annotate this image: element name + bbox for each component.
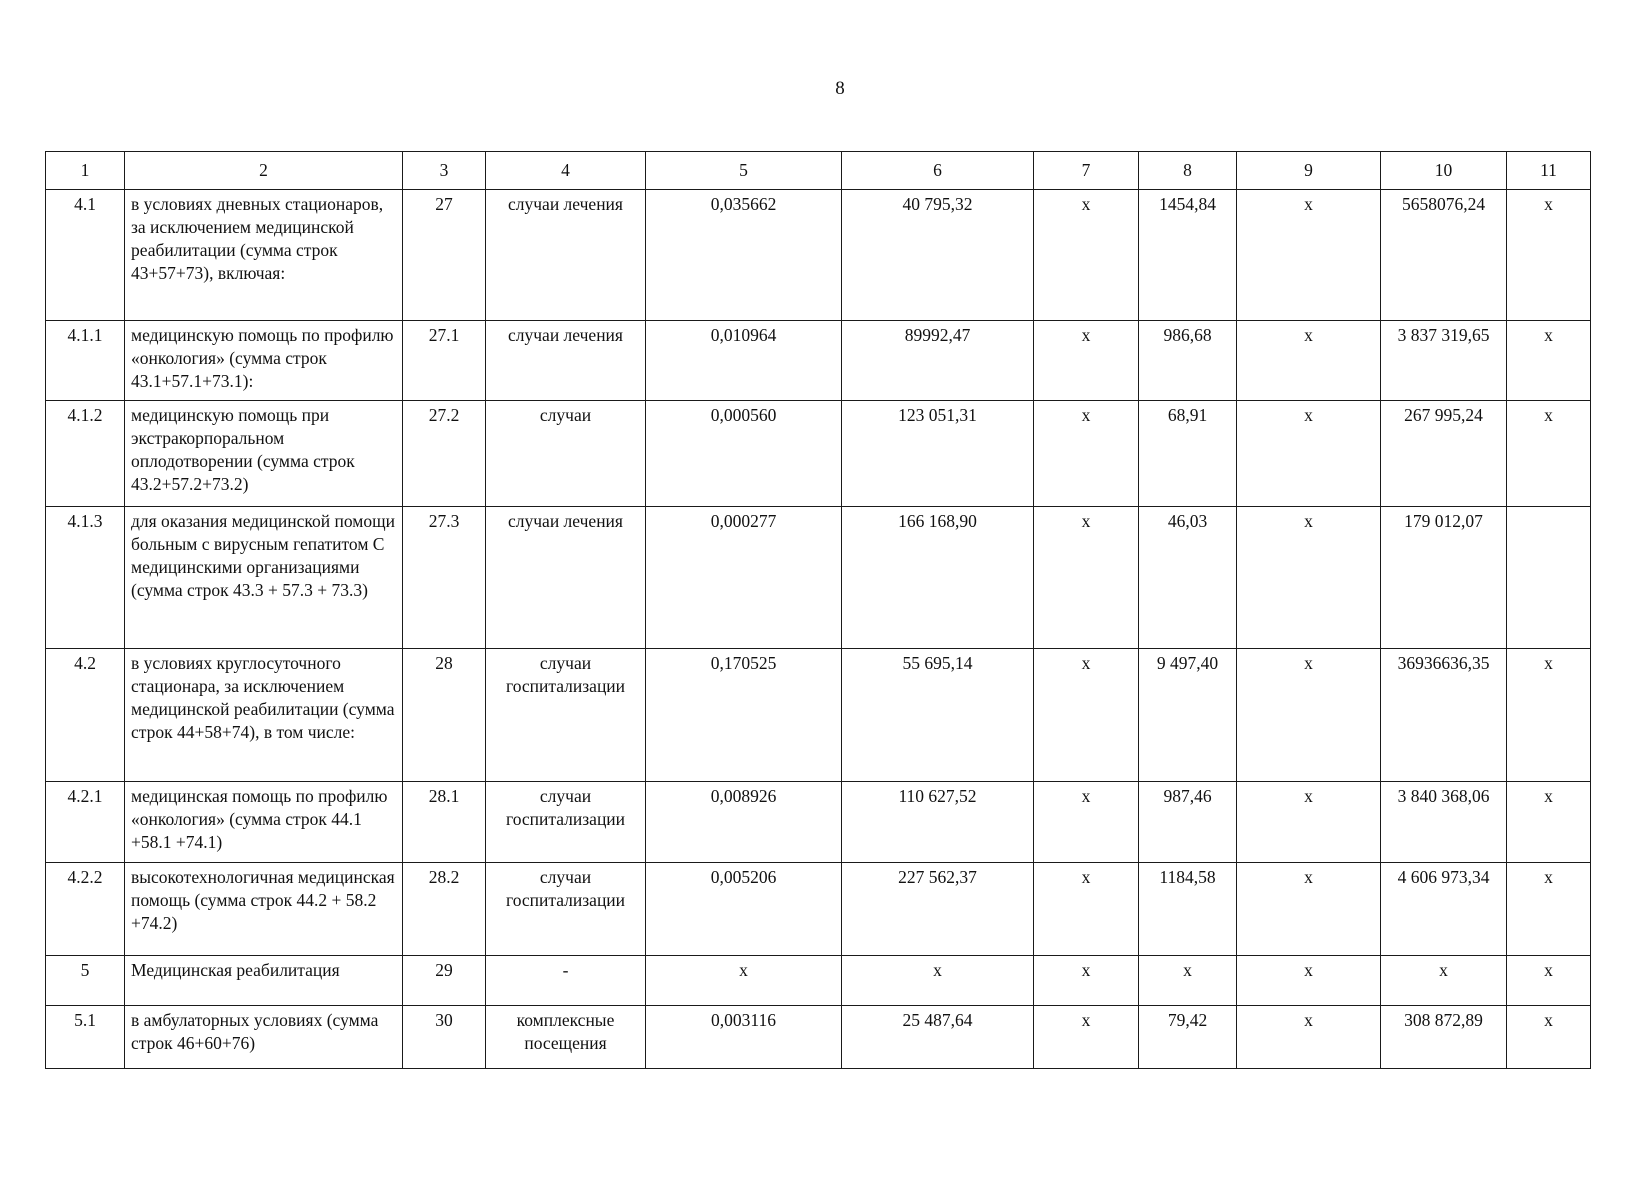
value-cell: 9 497,40 xyxy=(1139,649,1237,782)
row-number: 5.1 xyxy=(46,1006,125,1069)
table-row xyxy=(46,782,1591,863)
value-cell: х xyxy=(1237,507,1381,649)
value-cell: х xyxy=(1237,1006,1381,1069)
table-row xyxy=(46,321,1591,401)
row-code: 28.2 xyxy=(403,863,486,956)
value-cell: х xyxy=(1034,401,1139,507)
value-cell: 267 995,24 xyxy=(1381,401,1507,507)
data-table xyxy=(45,151,1591,1069)
row-description: Медицинская реабилитация xyxy=(125,956,403,1006)
column-header: 1 xyxy=(46,152,125,190)
value-cell: 110 627,52 xyxy=(842,782,1034,863)
value-cell: 986,68 xyxy=(1139,321,1237,401)
row-description: в условиях круглосуточного стационара, за исключением медицинской реабилитации (сумма строк 44+58+74), в том числе: xyxy=(125,649,403,782)
value-cell: 0,000277 xyxy=(646,507,842,649)
value-cell: 3 840 368,06 xyxy=(1381,782,1507,863)
row-number: 4.1.2 xyxy=(46,401,125,507)
value-cell: 227 562,37 xyxy=(842,863,1034,956)
unit-cell: случаи лечения xyxy=(486,321,646,401)
value-cell: 0,010964 xyxy=(646,321,842,401)
row-description: в амбулаторных условиях (сумма строк 46+60+76) xyxy=(125,1006,403,1069)
table-row xyxy=(46,190,1591,321)
value-cell: х xyxy=(1034,956,1139,1006)
value-cell: х xyxy=(1507,782,1591,863)
table-row xyxy=(46,1006,1591,1069)
value-cell: х xyxy=(1507,190,1591,321)
value-cell: х xyxy=(1237,401,1381,507)
value-cell: 1184,58 xyxy=(1139,863,1237,956)
row-description: в условиях дневных стационаров, за исключением медицинской реабилитации (сумма строк 43+57+73), включая: xyxy=(125,190,403,321)
value-cell: х xyxy=(1507,649,1591,782)
value-cell: х xyxy=(1507,863,1591,956)
row-number: 4.1.1 xyxy=(46,321,125,401)
value-cell: х xyxy=(1237,863,1381,956)
value-cell: 55 695,14 xyxy=(842,649,1034,782)
row-number: 4.2 xyxy=(46,649,125,782)
unit-cell: случаи лечения xyxy=(486,507,646,649)
value-cell: х xyxy=(1381,956,1507,1006)
value-cell: 40 795,32 xyxy=(842,190,1034,321)
value-cell: 0,008926 xyxy=(646,782,842,863)
column-header: 8 xyxy=(1139,152,1237,190)
value-cell: х xyxy=(1034,649,1139,782)
row-number: 4.2.1 xyxy=(46,782,125,863)
row-code: 28.1 xyxy=(403,782,486,863)
unit-cell: случаи госпитализации xyxy=(486,863,646,956)
value-cell: 308 872,89 xyxy=(1381,1006,1507,1069)
value-cell: 89992,47 xyxy=(842,321,1034,401)
table-row xyxy=(46,649,1591,782)
value-cell: 68,91 xyxy=(1139,401,1237,507)
row-code: 27 xyxy=(403,190,486,321)
row-code: 28 xyxy=(403,649,486,782)
value-cell: х xyxy=(1507,1006,1591,1069)
row-description: медицинскую помощь по профилю «онкология» (сумма строк 43.1+57.1+73.1): xyxy=(125,321,403,401)
value-cell: х xyxy=(1237,782,1381,863)
value-cell: 3 837 319,65 xyxy=(1381,321,1507,401)
value-cell: х xyxy=(1034,190,1139,321)
value-cell: 166 168,90 xyxy=(842,507,1034,649)
row-number: 4.2.2 xyxy=(46,863,125,956)
value-cell: х xyxy=(1139,956,1237,1006)
value-cell: х xyxy=(1507,401,1591,507)
row-number: 5 xyxy=(46,956,125,1006)
unit-cell: - xyxy=(486,956,646,1006)
page-number: 8 xyxy=(835,78,845,99)
value-cell: 1454,84 xyxy=(1139,190,1237,321)
value-cell: х xyxy=(1034,321,1139,401)
row-code: 27.3 xyxy=(403,507,486,649)
column-header: 2 xyxy=(125,152,403,190)
value-cell: 79,42 xyxy=(1139,1006,1237,1069)
value-cell: х xyxy=(1237,956,1381,1006)
value-cell: х xyxy=(1237,649,1381,782)
value-cell: х xyxy=(1034,782,1139,863)
value-cell: х xyxy=(1507,956,1591,1006)
value-cell: х xyxy=(646,956,842,1006)
unit-cell: комплексные посещения xyxy=(486,1006,646,1069)
unit-cell: случаи xyxy=(486,401,646,507)
value-cell: 123 051,31 xyxy=(842,401,1034,507)
value-cell: 0,003116 xyxy=(646,1006,842,1069)
unit-cell: случаи госпитализации xyxy=(486,782,646,863)
column-header: 9 xyxy=(1237,152,1381,190)
value-cell: х xyxy=(1237,190,1381,321)
row-description: высокотехнологичная медицинская помощь (сумма строк 44.2 + 58.2 +74.2) xyxy=(125,863,403,956)
unit-cell: случаи госпитализации xyxy=(486,649,646,782)
row-number: 4.1 xyxy=(46,190,125,321)
row-description: медицинская помощь по профилю «онкология» (сумма строк 44.1 +58.1 +74.1) xyxy=(125,782,403,863)
value-cell: 4 606 973,34 xyxy=(1381,863,1507,956)
value-cell xyxy=(1507,507,1591,649)
value-cell: 179 012,07 xyxy=(1381,507,1507,649)
table-row xyxy=(46,956,1591,1006)
column-header: 7 xyxy=(1034,152,1139,190)
column-header: 10 xyxy=(1381,152,1507,190)
row-description: для оказания медицинской помощи больным с вирусным гепатитом С медицинскими организациями (сумма строк 43.3 + 57.3 + 73.3) xyxy=(125,507,403,649)
row-code: 27.2 xyxy=(403,401,486,507)
row-code: 27.1 xyxy=(403,321,486,401)
value-cell: 0,035662 xyxy=(646,190,842,321)
value-cell: 46,03 xyxy=(1139,507,1237,649)
table-row xyxy=(46,507,1591,649)
value-cell: х xyxy=(1034,507,1139,649)
column-header: 4 xyxy=(486,152,646,190)
value-cell: х xyxy=(1034,863,1139,956)
header-row xyxy=(46,152,1591,190)
value-cell: х xyxy=(1237,321,1381,401)
value-cell: х xyxy=(842,956,1034,1006)
row-code: 29 xyxy=(403,956,486,1006)
unit-cell: случаи лечения xyxy=(486,190,646,321)
row-number: 4.1.3 xyxy=(46,507,125,649)
value-cell: х xyxy=(1507,321,1591,401)
value-cell: 36936636,35 xyxy=(1381,649,1507,782)
value-cell: 5658076,24 xyxy=(1381,190,1507,321)
column-header: 3 xyxy=(403,152,486,190)
value-cell: 987,46 xyxy=(1139,782,1237,863)
value-cell: 0,000560 xyxy=(646,401,842,507)
row-code: 30 xyxy=(403,1006,486,1069)
value-cell: 0,005206 xyxy=(646,863,842,956)
value-cell: 0,170525 xyxy=(646,649,842,782)
column-header: 11 xyxy=(1507,152,1591,190)
row-description: медицинскую помощь при экстракорпоральном оплодотворении (сумма строк 43.2+57.2+73.2) xyxy=(125,401,403,507)
column-header: 5 xyxy=(646,152,842,190)
value-cell: х xyxy=(1034,1006,1139,1069)
column-header: 6 xyxy=(842,152,1034,190)
value-cell: 25 487,64 xyxy=(842,1006,1034,1069)
table-row xyxy=(46,401,1591,507)
table-row xyxy=(46,863,1591,956)
